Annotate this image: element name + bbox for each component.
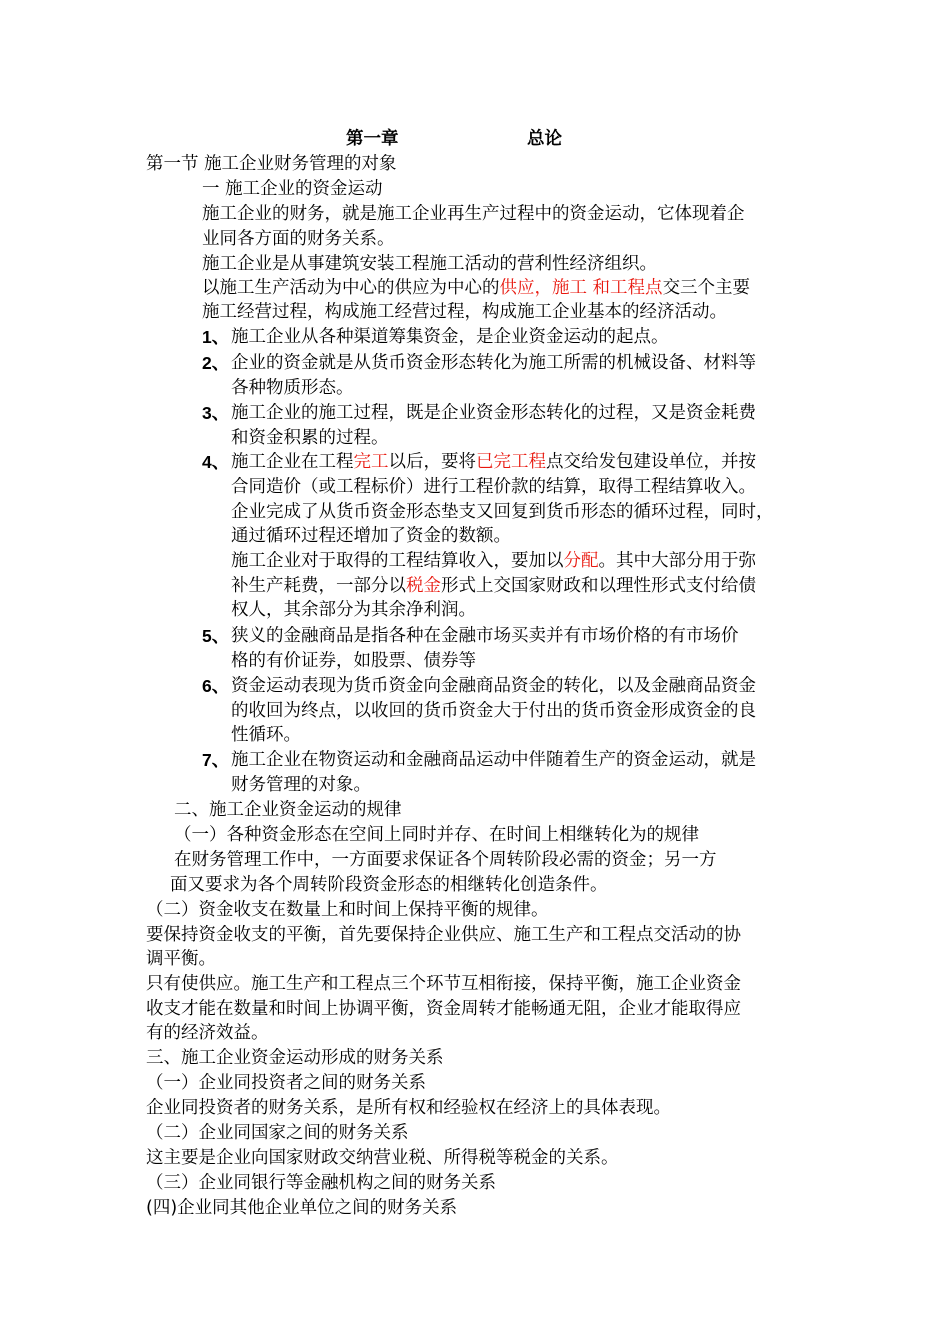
highlight-text: 已完工程 [476, 452, 546, 472]
list-number: 4、 [202, 452, 230, 472]
list-item-line: 通过循环过程还增加了资金的数额。 [231, 526, 511, 546]
list-item-line: 施工企业在物资运动和金融商品运动中伴随着生产的资金运动，就是 [231, 750, 756, 770]
subsection-heading: 一 施工企业的资金运动 [202, 179, 383, 199]
paragraph-line: 这主要是企业向国家财政交纳营业税、所得税等税金的关系。 [146, 1148, 619, 1168]
list-item-line: 施工企业从各种渠道筹集资金，是企业资金运动的起点。 [231, 327, 669, 347]
list-number: 2、 [202, 353, 230, 373]
highlight-text: 供应，施工 和工程点 [499, 278, 663, 298]
list-number: 7、 [202, 750, 230, 770]
paragraph-line: 企业同投资者的财务关系，是所有权和经验权在经济上的具体表现。 [146, 1098, 671, 1118]
subsection-heading: 三、施工企业资金运动形成的财务关系 [146, 1048, 444, 1068]
paragraph-line: 只有使供应。施工生产和工程点三个环节互相衔接，保持平衡，施工企业资金 [146, 974, 741, 994]
text-span: 施工企业对于取得的工程结算收入，要加以 [231, 551, 564, 571]
paragraph-line: 在财务管理工作中，一方面要求保证各个周转阶段必需的资金；另一方 [174, 850, 717, 870]
list-number: 5、 [202, 626, 230, 646]
paragraph-line: 调平衡。 [146, 949, 216, 969]
list-item-line: 权人，其余部分为其余净利润。 [231, 600, 476, 620]
section-heading: 第一节 施工企业财务管理的对象 [146, 154, 397, 174]
chapter-title: 总论 [527, 129, 562, 149]
paragraph-line: （三）企业同银行等金融机构之间的财务关系 [146, 1173, 496, 1193]
paragraph-line: 施工企业的财务，就是施工企业再生产过程中的资金运动，它体现着企 [202, 204, 745, 224]
list-item-line: 格的有价证券，如股票、债券等 [231, 651, 476, 671]
text-span: 以后，要将 [388, 452, 476, 472]
list-item-line [231, 574, 756, 598]
list-item-line: 企业的资金就是从货币资金形态转化为施工所需的机械设备、材料等 [231, 353, 756, 373]
list-item-line [231, 549, 756, 573]
paragraph-line: 要保持资金收支的平衡，首先要保持企业供应、施工生产和工程点交活动的协 [146, 925, 741, 945]
list-item-line: 各种物质形态。 [231, 378, 354, 398]
paragraph-line: (四)企业同其他企业单位之间的财务关系 [146, 1198, 458, 1218]
text-span: 交三个主要 [662, 278, 751, 298]
list-item-line: 施工企业的施工过程，既是企业资金形态转化的过程，又是资金耗费 [231, 403, 756, 423]
highlight-text: 完工 [353, 452, 389, 472]
list-item-line: 性循环。 [231, 725, 301, 745]
paragraph-line: （二）资金收支在数量上和时间上保持平衡的规律。 [146, 900, 549, 920]
paragraph-line: （一）各种资金形态在空间上同时并存、在时间上相继转化为的规律 [174, 825, 699, 845]
list-item-line: 企业完成了从货币资金形态垫支又回复到货币形态的循环过程，同时， [231, 502, 774, 522]
list-item-line: 合同造价（或工程标价）进行工程价款的结算，取得工程结算收入。 [231, 477, 756, 497]
paragraph-line: 收支才能在数量和时间上协调平衡，资金周转才能畅通无阻，企业才能取得应 [146, 999, 741, 1019]
list-item-line: 资金运动表现为货币资金向金融商品资金的转化，以及金融商品资金 [231, 676, 756, 696]
text-span: 施工企业在工程 [231, 452, 354, 472]
paragraph-line: （二）企业同国家之间的财务关系 [146, 1123, 409, 1143]
list-item-line: 财务管理的对象。 [231, 775, 371, 795]
list-item-line: 的收回为终点，以收回的货币资金大于付出的货币资金形成资金的良 [231, 701, 756, 721]
text-span: 形式上交国家财政和以理性形式支付给债 [441, 576, 756, 596]
list-number: 6、 [202, 676, 230, 696]
paragraph-line: 施工经营过程，构成施工经营过程，构成施工企业基本的经济活动。 [202, 302, 727, 322]
highlight-text: 分配 [563, 551, 599, 571]
list-item-line: 和资金积累的过程。 [231, 428, 389, 448]
list-item-line [231, 450, 756, 474]
text-span: 以施工生产活动为中心的供应为中心的 [202, 278, 500, 298]
list-item-line: 狭义的金融商品是指各种在金融市场买卖并有市场价格的有市场价 [231, 626, 739, 646]
text-span: 点交给发包建设单位，并按 [546, 452, 756, 472]
paragraph-line: （一）企业同投资者之间的财务关系 [146, 1073, 426, 1093]
highlight-text: 税金 [406, 576, 441, 596]
paragraph-line: 面又要求为各个周转阶段资金形态的相继转化创造条件。 [170, 875, 608, 895]
paragraph-line: 施工企业是从事建筑安装工程施工活动的营利性经济组织。 [202, 254, 657, 274]
paragraph-line: 有的经济效益。 [146, 1023, 269, 1043]
subsection-heading: 二、施工企业资金运动的规律 [174, 800, 402, 820]
list-number: 3、 [202, 403, 230, 423]
text-span: 补生产耗费，一部分以 [231, 576, 406, 596]
text-span: 。其中大部分用于弥 [598, 551, 756, 571]
list-number: 1、 [202, 327, 230, 347]
paragraph-line: 业同各方面的财务关系。 [202, 229, 395, 249]
chapter-number: 第一章 [346, 129, 399, 149]
paragraph-line [202, 276, 750, 300]
